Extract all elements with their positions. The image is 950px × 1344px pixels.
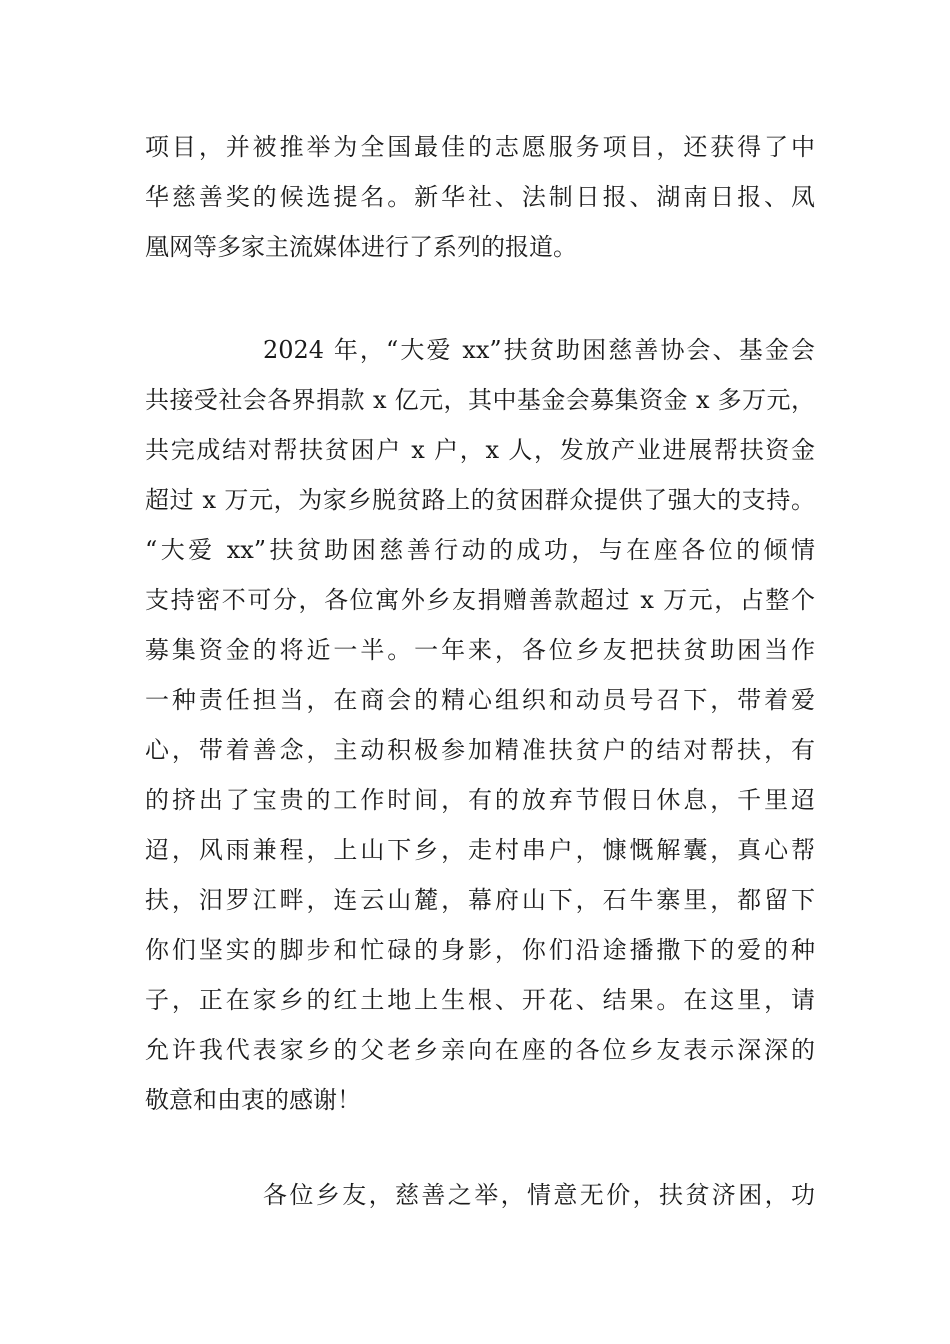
text-line: 2024 年，“大爱 xx”扶贫助困慈善协会、基金会 — [263, 336, 815, 364]
text-line: 扶，汨罗江畔，连云山麓，幕府山下，石牛寨里，都留下 — [145, 886, 815, 914]
text-line: 心，带着善念，主动积极参加精准扶贫户的结对帮扶，有 — [145, 736, 815, 764]
text-line: 敬意和由衷的感谢！ — [145, 1086, 361, 1114]
text-line: 募集资金的将近一半。一年来，各位乡友把扶贫助困当作 — [145, 636, 815, 664]
text-line: 凰网等多家主流媒体进行了系列的报道。 — [145, 233, 577, 261]
text-line: 华慈善奖的候选提名。新华社、法制日报、湖南日报、凤 — [145, 183, 815, 211]
text-line: 共接受社会各界捐款 x 亿元，其中基金会募集资金 x 多万元， — [145, 386, 815, 414]
text-line: 各位乡友，慈善之举，情意无价，扶贫济困，功 — [263, 1181, 815, 1209]
text-line: 允许我代表家乡的父老乡亲向在座的各位乡友表示深深的 — [145, 1036, 815, 1064]
text-line: 子，正在家乡的红土地上生根、开花、结果。在这里，请 — [145, 986, 815, 1014]
text-line: 的挤出了宝贵的工作时间，有的放弃节假日休息，千里迢 — [145, 786, 815, 814]
text-line: “大爱 xx”扶贫助困慈善行动的成功，与在座各位的倾情 — [145, 536, 815, 564]
paragraph-3 — [145, 1170, 815, 1220]
paragraph-1 — [145, 122, 815, 272]
text-line: 共完成结对帮扶贫困户 x 户，x 人，发放产业进展帮扶资金 — [145, 436, 815, 464]
text-line: 迢，风雨兼程，上山下乡，走村串户，慷慨解囊，真心帮 — [145, 836, 815, 864]
paragraph-2 — [145, 325, 815, 1125]
text-line: 一种责任担当，在商会的精心组织和动员号召下，带着爱 — [145, 686, 815, 714]
text-line: 项目，并被推举为全国最佳的志愿服务项目，还获得了中 — [145, 133, 815, 161]
text-line: 超过 x 万元，为家乡脱贫路上的贫困群众提供了强大的支持。 — [145, 486, 815, 514]
text-line: 支持密不可分，各位寓外乡友捐赠善款超过 x 万元，占整个 — [145, 586, 815, 614]
text-line: 你们坚实的脚步和忙碌的身影，你们沿途播撒下的爱的种 — [145, 936, 815, 964]
